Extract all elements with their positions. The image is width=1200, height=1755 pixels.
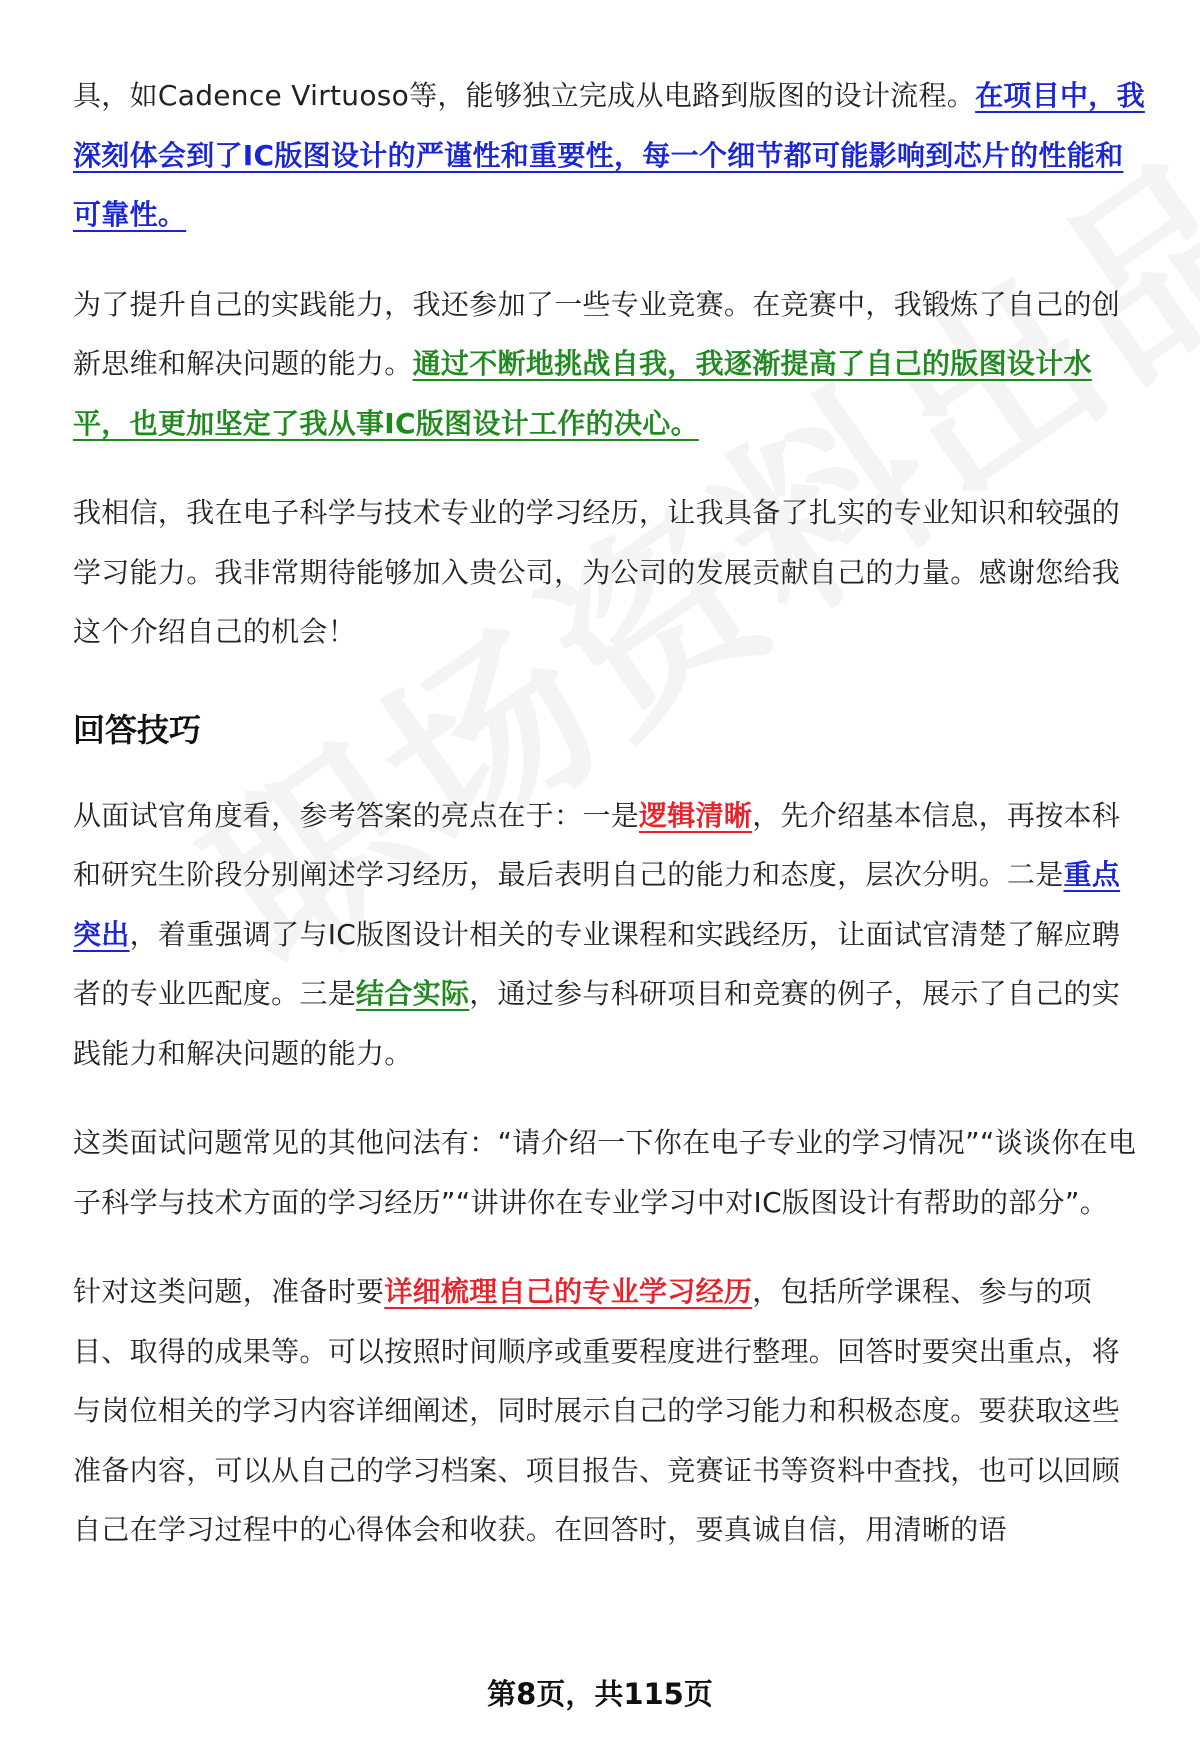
paragraph-text: 为了提升自己的实践能力，我还参加了一些专业竞赛。在竞赛中，我锻炼了自己的创新思维和解决问题的能力。 [73,287,1121,380]
paragraph-text: 我相信，我在电子科学与技术专业的学习经历，让我具备了扎实的专业知识和较强的学习能力。我非常期待能够加入贵公司，为公司的发展贡献自己的力量。感谢您给我这个介绍自己的机会！ [73,496,1121,648]
paragraph-highlights [73,786,1145,1084]
section-heading: 回答技巧 [73,710,202,749]
paragraph-text: ，通过参与科研项目和竞赛的例子，展示了自己的实践能力和解决问题的能力。 [73,977,1121,1070]
page-footer: 第8页，共115页 [487,1677,713,1711]
paragraph-text: 具，如Cadence Virtuoso等，能够独立完成从电路到版图的设计流程。 [73,79,976,112]
highlight-blue: 在项目中，我深刻体会到了IC版图设计的严谨性和重要性，每一个细节都可能影响到芯片的性能和可靠性。 [73,79,1145,231]
paragraph-variants [73,1113,1145,1232]
paragraph-text: ，着重强调了与IC版图设计相关的专业课程和实践经历，让面试官清楚了解应聘者的专业匹配度。三是 [73,917,1121,1010]
highlight-green: 通过不断地挑战自我，我逐渐提高了自己的版图设计水平，也更加坚定了我从事IC版图设计工作的决心。 [73,347,1092,440]
paragraph-text: ，先介绍基本信息，再按本科和研究生阶段分别阐述学习经历，最后表明自己的能力和态度，层次分明。二是 [73,798,1121,891]
paragraph-text: 这类面试问题常见的其他问法有：“请介绍一下你在电子专业的学习情况”“谈谈你在电子科学与技术方面的学习经历”“讲讲你在专业学习中对IC版图设计有帮助的部分”。 [73,1126,1137,1219]
emphasis-review: 详细梳理自己的专业学习经历 [384,1275,753,1308]
emphasis-logic: 逻辑清晰 [639,798,753,832]
paragraph-conclusion [73,483,1145,662]
emphasis-practice: 结合实际 [356,977,470,1010]
paragraph-text: ，包括所学课程、参与的项目、取得的成果等。可以按照时间顺序或重要程度进行整理。回答时要突出重点，将与岗位相关的学习内容详细阐述，同时展示自己的学习能力和积极态度。要获取这些准备内容，可以从自己的学习档案、项目报告、竞赛证书等资料中查找，也可以回顾自己在学习过程中的心得体会和收获。在回答时，要真诚自信，用清晰的语 [73,1275,1121,1546]
paragraph-text: 从面试官角度看，参考答案的亮点在于：一是 [73,798,640,832]
document-body [73,66,1145,1560]
emphasis-focus: 重点突出 [73,858,1121,951]
paragraph-competition [73,275,1145,454]
paragraph-preparation [73,1262,1145,1560]
paragraph-tools [73,66,1145,245]
paragraph-text: 针对这类问题，准备时要 [73,1275,385,1308]
